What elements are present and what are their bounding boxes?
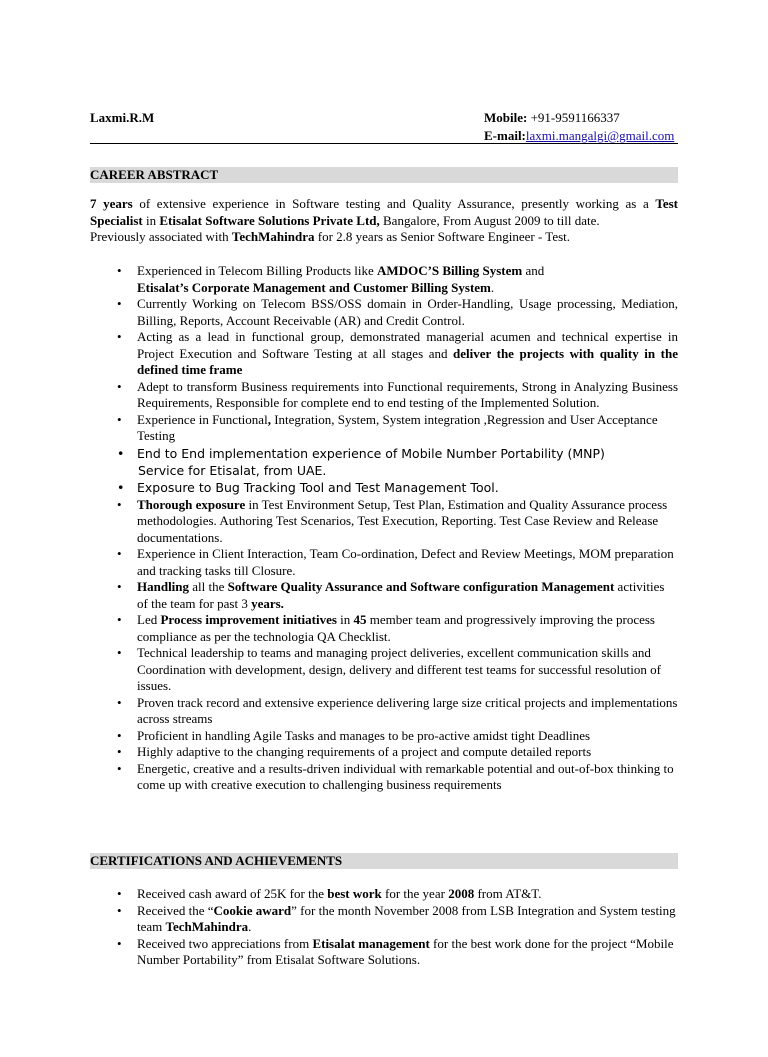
list-item: • Experience in Functional, Integration, System, System integration ,Regression and User Acceptance Testing	[90, 412, 678, 445]
intro-company: Etisalat Software Solutions Private Ltd,	[159, 212, 380, 228]
email-link[interactable]: laxmi.mangalgi@gmail.com	[525, 128, 675, 143]
list-item: • Proficient in handling Agile Tasks and manages to be pro-active amidst tight Deadlines	[90, 728, 678, 745]
career-intro	[90, 196, 678, 229]
list-item: • End to End implementation experience of Mobile Number Portability (MNP) Service for Etisalat, from UAE.	[90, 445, 678, 479]
career-abstract-heading: CAREER ABSTRACT	[90, 167, 219, 182]
mobile-label: Mobile:	[484, 110, 528, 125]
list-item: • Received two appreciations from Etisalat management for the best work done for the project “Mobile Number Portability” from Etisalat Software Solutions.	[90, 936, 678, 969]
list-item: • Experienced in Telecom Billing Products like AMDOC’S Billing System and Etisalat’s Corporate Management and Customer Billing System.	[90, 263, 678, 296]
header-divider	[90, 143, 678, 144]
intro-text: Bangalore, From August 2009 to till date.	[379, 212, 600, 228]
candidate-name: Laxmi.R.M	[90, 110, 155, 125]
certifications-list	[90, 886, 678, 969]
certifications-heading-band	[90, 853, 678, 869]
intro-text: for 2.8 years as Senior Software Engineer - Test.	[314, 229, 571, 244]
list-item: • Proven track record and extensive experience delivering large size critical projects and implementations across streams	[90, 695, 678, 728]
intro-role: Test Specialist	[90, 196, 678, 228]
list-item: • Currently Working on Telecom BSS/OSS domain in Order-Handling, Usage processing, Mediation, Billing, Reports, Account Receivable (AR) and Credit Control.	[90, 296, 678, 329]
intro-text: in	[142, 212, 160, 228]
intro-years: 7 years	[90, 196, 133, 211]
list-item: • Acting as a lead in functional group, demonstrated managerial acumen and technical expertise in Project Execution and Software Testing at all stages and deliver the projects with quality in the defined time frame	[90, 329, 678, 379]
intro-text: Previously associated with	[90, 229, 232, 244]
list-item: • Received cash award of 25K for the best work for the year 2008 from AT&T.	[90, 886, 678, 903]
email-line	[484, 128, 674, 144]
list-item: • Thorough exposure in Test Environment Setup, Test Plan, Estimation and Quality Assurance process methodologies. Authoring Test Scenarios, Test Execution, Reporting. Test Case Review and Release documentations.	[90, 497, 678, 547]
intro-previous-company: TechMahindra	[231, 229, 315, 244]
intro-text: of extensive experience in Software testing and Quality Assurance, presently working as a	[132, 196, 656, 211]
list-item: • Handling all the Software Quality Assurance and Software configuration Management activities of the team for past 3 years.	[90, 579, 678, 612]
list-item: • Experience in Client Interaction, Team Co-ordination, Defect and Review Meetings, MOM preparation and tracking tasks till Closure.	[90, 546, 678, 579]
list-item: • Adept to transform Business requirements into Functional requirements, Strong in Analyzing Business Requirements, Responsible for complete end to end testing of the Implemented Solution.	[90, 379, 678, 412]
list-item: • Received the “Cookie award” for the month November 2008 from LSB Integration and System testing team TechMahindra.	[90, 903, 678, 936]
mobile-value: +91-9591166337	[530, 110, 620, 125]
career-abstract-list	[90, 263, 678, 794]
mobile-line	[484, 110, 620, 126]
career-abstract-heading-band	[90, 167, 678, 183]
list-item: • Energetic, creative and a results-driven individual with remarkable potential and out-of-box thinking to come up with creative execution to challenging business requirements	[90, 761, 678, 794]
certifications-heading: CERTIFICATIONS AND ACHIEVEMENTS	[90, 853, 343, 868]
list-item: • Exposure to Bug Tracking Tool and Test Management Tool.	[90, 479, 678, 497]
list-item: • Led Process improvement initiatives in 45 member team and progressively improving the process compliance as per the technologia QA Checklist.	[90, 612, 678, 645]
list-item: • Highly adaptive to the changing requirements of a project and compute detailed reports	[90, 744, 678, 761]
career-intro-previous	[90, 229, 678, 246]
email-label: E-mail:	[484, 128, 526, 143]
list-item: • Technical leadership to teams and managing project deliveries, excellent communication skills and Coordination with development, design, delivery and different test teams for successful resolution of issues.	[90, 645, 678, 695]
